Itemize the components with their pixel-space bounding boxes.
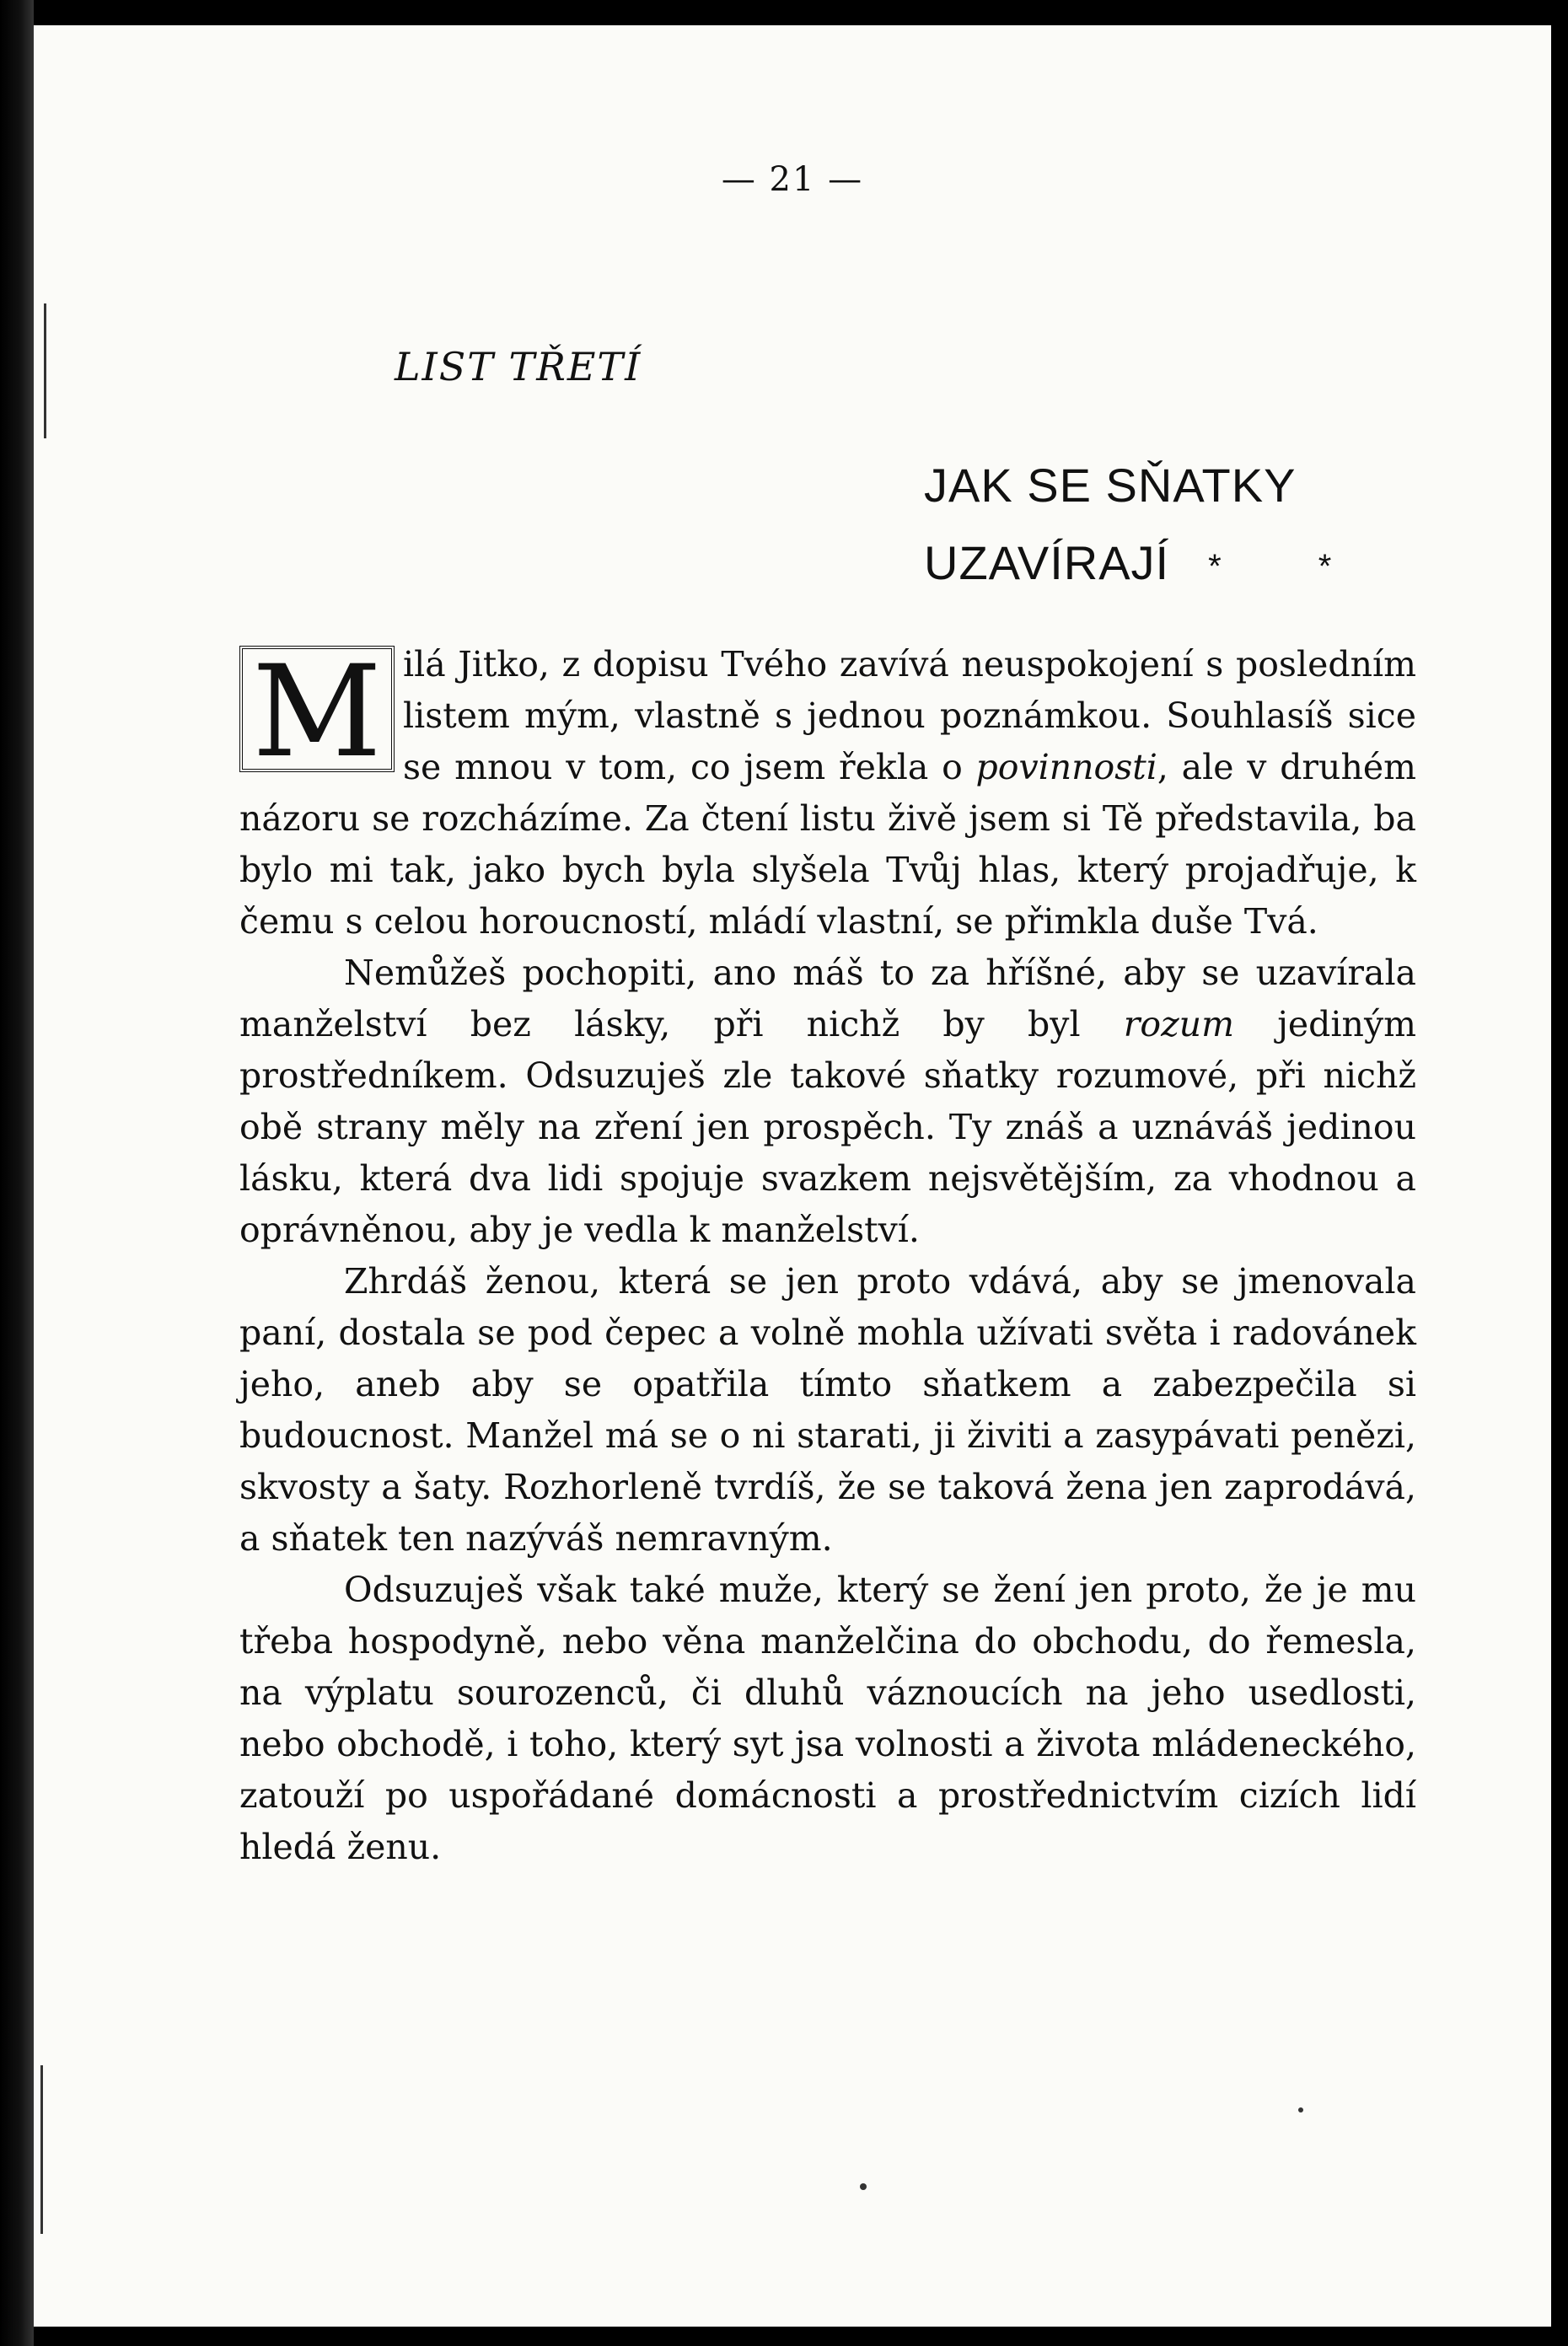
paragraph-2-text-b: jediným prostředníkem. Odsuzuješ zle takové sňatky rozumové, při nichž obě strany měly na zření jen prospěch. Ty znáš a uznáváš jedinou lásku, která dva lidi spojuje svazkem nejsvětějším, za vhodnou a oprávněnou, aby je vedla k manželství. <box>239 1004 1416 1250</box>
margin-scratch <box>44 303 46 438</box>
letter-body <box>239 639 1416 1873</box>
book-page <box>34 25 1551 2327</box>
page-number: — 21 — <box>721 160 864 199</box>
book-spine-shadow <box>0 0 34 2346</box>
margin-dot <box>860 2183 867 2190</box>
margin-scratch <box>40 2065 43 2234</box>
paragraph-2-text-a: Nemůžeš pochopiti, ano máš to za hříšné, aby se uzavírala manželství bez lásky, při nichž by byl <box>239 953 1416 1044</box>
asterisk-ornament: * * <box>1208 548 1376 586</box>
drop-cap-initial: M <box>239 646 395 772</box>
chapter-title-line-2-text: UZAVÍRAJÍ <box>924 536 1170 589</box>
chapter-title-line-1: JAK SE SŇATKY <box>924 459 1297 512</box>
paragraph-1-text-a: ilá Jitko, z dopisu Tvého zavívá neuspokojení s posledním listem mým, vlastně s jednou poznámkou. Souhlasíš sice se mnou v tom, co jsem řekla o <box>403 644 1416 787</box>
margin-dot <box>1298 2107 1303 2112</box>
emphasis-povinnosti: povinnosti <box>975 747 1157 787</box>
paragraph-3: Zhrdáš ženou, která se jen proto vdává, aby se jmenovala paní, dostala se pod čepec a volně mohla užívati světa i radovánek jeho, aneb aby se opatřila tímto sňatkem a zabezpečila si budoucnost. Manžel má se o ni starati, ji živiti a zasypávati penězi, skvosty a šaty. Rozhorleně tvrdíš, že se taková žena jen zaprodává, a sňatek ten nazýváš nemravným. <box>239 1261 1416 1559</box>
letter-heading: LIST TŘETÍ <box>395 344 642 389</box>
paragraph-4: Odsuzuješ však také muže, který se žení jen proto, že je mu třeba hospodyně, nebo věna manželčina do obchodu, do řemesla, na výplatu sourozenců, či dluhů váznoucích na jeho usedlosti, nebo obchodě, i toho, který syt jsa volnosti a života mládeneckého, zatouží po uspořádané domácnosti a prostřednictvím cizích lidí hledá ženu. <box>239 1570 1416 1867</box>
paragraph-1 <box>239 639 1416 948</box>
paragraph-1-text-b: , ale v druhém názoru se rozcházíme. Za čtení listu živě jsem si Tě představila, ba bylo mi tak, jako bych byla slyšela Tvůj hlas, který projadřuje, k čemu s celou horoucností, mládí vlastní, se přimkla duše Tvá. <box>239 747 1416 942</box>
chapter-title <box>924 447 1375 605</box>
chapter-title-line-2 <box>924 524 1375 605</box>
emphasis-rozum: rozum <box>1123 1004 1234 1044</box>
paragraph-2 <box>239 948 1416 1256</box>
